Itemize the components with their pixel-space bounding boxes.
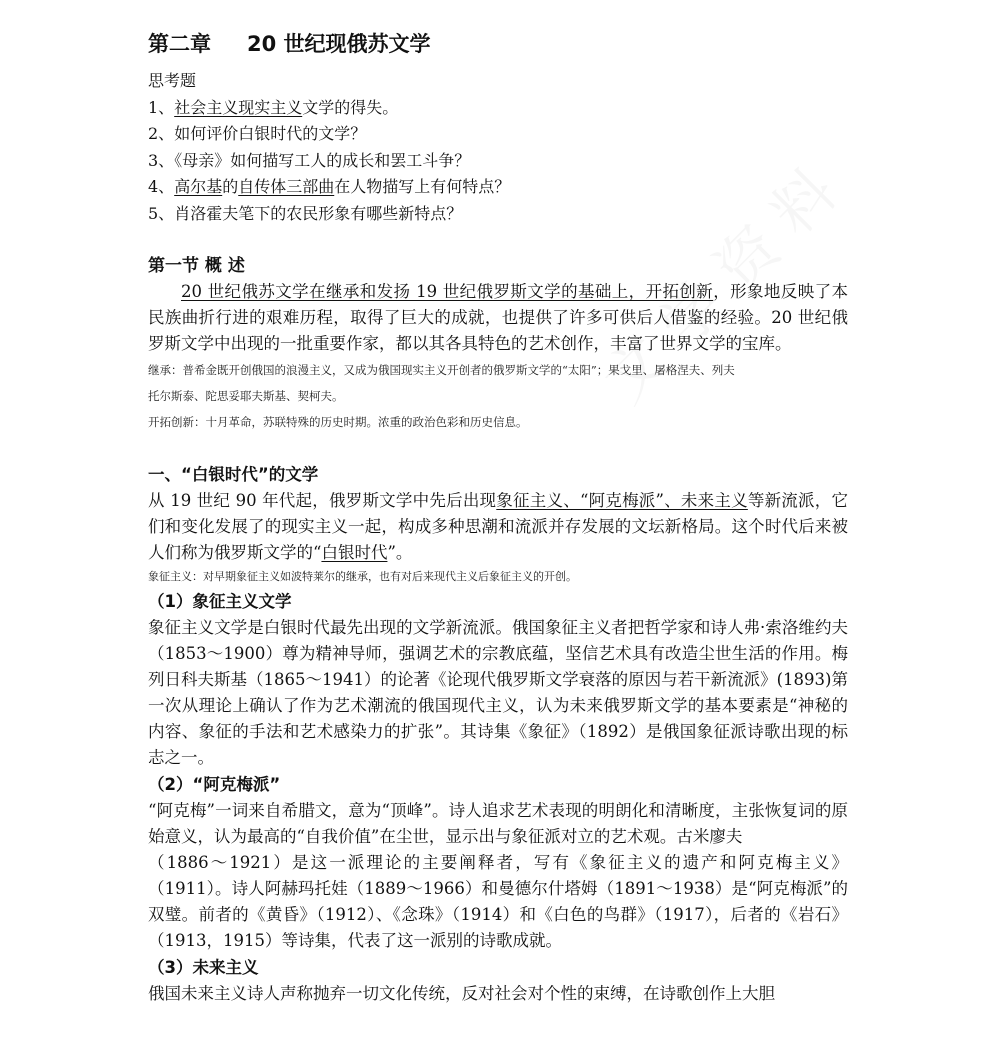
chapter-title bbox=[148, 26, 848, 62]
question-item bbox=[148, 201, 848, 228]
question-text: 的 bbox=[222, 177, 239, 196]
question-number: 1、 bbox=[148, 97, 175, 117]
futurism-paragraph: 俄国未来主义诗人声称抛弃一切文化传统，反对社会对个性的束缚，在诗歌创作上大胆 bbox=[148, 984, 775, 1003]
silver-age-paragraph bbox=[148, 488, 848, 566]
question-item bbox=[148, 174, 848, 201]
question-text: 肖洛霍夫笔下的农民形象有哪些新特点？ bbox=[174, 203, 463, 223]
chapter-label: 第二章 bbox=[148, 32, 211, 56]
underlined-term: 象征主义、“阿克梅派”、未来主义 bbox=[496, 491, 748, 510]
silver-age-title: 一、“白银时代”的文学 bbox=[148, 465, 319, 484]
paragraph-text: 等新流派，它们和变化发展了的现实主义一起，构成多种思潮和流派并存发展的文坛新格局。这个时代后来被人们称为俄罗斯文学的“ bbox=[148, 491, 848, 562]
question-number: 5、 bbox=[148, 203, 175, 223]
underlined-term: 自传体三部曲 bbox=[238, 177, 335, 196]
note-line: 继承：普希金既开创俄国的浪漫主义，又成为俄国现实主义开创者的俄罗斯文学的“太阳”；果戈里、屠格涅夫、列夫 bbox=[148, 363, 735, 377]
document-page bbox=[148, 26, 848, 1007]
note-symbolism: 象征主义：对早期象征主义如波特莱尔的继承，也有对后来现代主义后象征主义的开创。 bbox=[148, 570, 577, 583]
underlined-term: 社会主义现实主义 bbox=[174, 97, 303, 117]
chapter-name: 20 世纪现俄苏文学 bbox=[247, 32, 431, 56]
question-number: 2、 bbox=[148, 124, 175, 143]
question-item bbox=[148, 121, 848, 148]
paragraph-text: ”。 bbox=[387, 543, 413, 562]
overview-paragraph bbox=[148, 279, 848, 357]
question-text: 如何评价白银时代的文学？ bbox=[174, 124, 367, 143]
question-text: 《母亲》如何描写工人的成长和罢工斗争？ bbox=[174, 150, 471, 170]
symbolism-paragraph: 象征主义文学是白银时代最先出现的文学新流派。俄国象征主义者把哲学家和诗人弗·索洛维约夫（1853～1900）尊为精神导师，强调艺术的宗教底蕴，坚信艺术具有改造尘世生活的作用。梅列日科夫斯基（1865～1941）的论著《论现代俄罗斯文学衰落的原因与若干新流派》(1893)第一次从理论上确认了作为艺术潮流的俄国现代主义，认为未来俄罗斯文学的基本要素是“神秘的内容、象征的手法和艺术感染力的扩张”。其诗集《象征》（1892）是俄国象征派诗歌出现的标志之一。 bbox=[148, 618, 848, 767]
underlined-sentence: 20 世纪俄苏文学在继承和发扬 19 世纪俄罗斯文学的基础上，开拓创新 bbox=[181, 282, 714, 301]
question-text: 在人物描写上有何特点？ bbox=[334, 177, 511, 196]
underlined-term: 白银时代 bbox=[321, 543, 388, 562]
futurism-heading: （3）未来主义 bbox=[148, 958, 259, 977]
symbolism-heading: （1）象征主义文学 bbox=[148, 592, 292, 611]
underlined-term: 高尔基 bbox=[174, 177, 223, 196]
note-innovation: 开拓创新：十月革命，苏联特殊的历史时期。浓重的政治色彩和历史信息。 bbox=[148, 415, 528, 429]
question-item bbox=[148, 95, 848, 122]
paragraph-text: ，形象地反映了本民族曲折行进的艰难历程，取得了巨大的成就，也提供了许多可供后人借鉴的经验。20 世纪俄罗斯文学中出现的一批重要作家，都以其各具特色的艺术创作，丰富了世界文学的宝库。 bbox=[148, 282, 848, 353]
question-number: 3、 bbox=[148, 150, 175, 170]
paragraph-text: 从 19 世纪 90 年代起，俄罗斯文学中先后出现 bbox=[148, 491, 497, 510]
section-title: 第一节 概 述 bbox=[148, 256, 245, 276]
questions-heading: 思考题 bbox=[148, 71, 197, 90]
question-number: 4、 bbox=[148, 177, 175, 196]
note-inheritance bbox=[148, 357, 848, 409]
note-line: 托尔斯泰、陀思妥耶夫斯基、契柯夫。 bbox=[148, 389, 344, 403]
question-text: 文学的得失。 bbox=[302, 97, 399, 117]
acmeism-heading: （2）“阿克梅派” bbox=[148, 775, 281, 794]
acmeism-paragraph: “阿克梅”一词来自希腊文，意为“顶峰”。诗人追求艺术表现的明朗化和清晰度，主张恢复词的原始意义，认为最高的“自我价值”在尘世，显示出与象征派对立的艺术观。古米廖夫 bbox=[148, 801, 848, 846]
question-item bbox=[148, 148, 848, 175]
acmeism-paragraph-cont: （1886～1921）是这一派理论的主要阐释者，写有《象征主义的遗产和阿克梅主义》（1911）。诗人阿赫玛托娃（1889～1966）和曼德尔什塔姆（1891～1938）是“阿克梅派”的双璧。前者的《黄昏》（1912）、《念珠》（1914）和《白色的鸟群》（1917），后者的《岩石》（1913，1915）等诗集，代表了这一派别的诗歌成就。 bbox=[148, 853, 848, 950]
